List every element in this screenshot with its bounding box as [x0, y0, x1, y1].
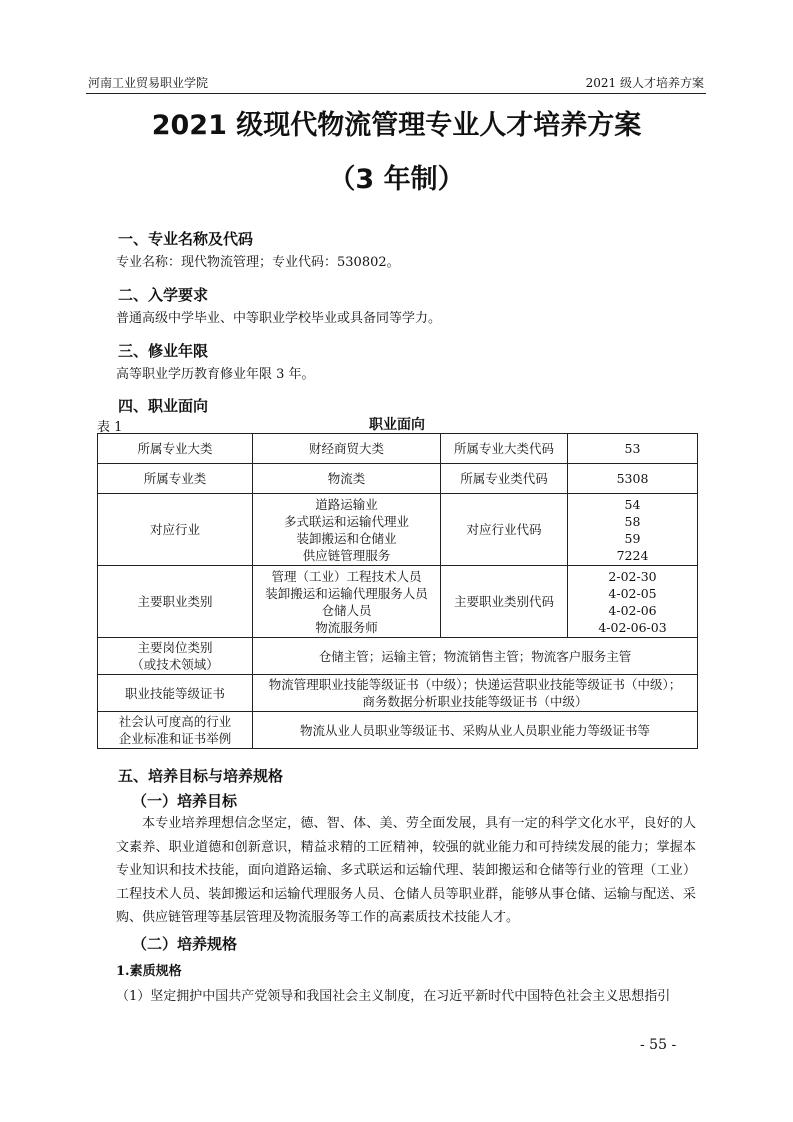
cell-line: 4-02-06 [608, 602, 657, 618]
section-text-1: 专业名称：现代物流管理；专业代码：530802。 [116, 255, 400, 270]
cell-line: 装卸搬运和仓储业 [296, 530, 397, 546]
cell-line: 装卸搬运和运输代理服务人员 [265, 585, 428, 601]
cell-line: 道路运输业 [315, 496, 378, 512]
section-heading-2: 二、入学要求 [118, 286, 209, 304]
table-cell [568, 566, 698, 638]
table-row [98, 434, 698, 464]
table-cell [98, 712, 253, 749]
table-cell [253, 494, 441, 566]
table-cell: 主要职业类别代码 [441, 566, 568, 638]
table-cell: 所属专业类代码 [441, 464, 568, 494]
goal-paragraph: 本专业培养理想信念坚定，德、智、体、美、劳全面发展，具有一定的科学文化水平，良好的人文素养、职业道德和创新意识，精益求精的工匠精神，较强的就业能力和可持续发展的能力；掌握本专业知识和技术技能，面向道路运输、多式联运和运输代理、装卸搬运和仓储等行业的管理（工业）工程技术人员、装卸搬运和运输代理服务人员、仓储人员等职业群，能够从事仓储、运输与配送、采购、供应链管理等基层管理及物流服务等工作的高素质技术技能人才。 [116, 816, 696, 925]
table-cell: 主要职业类别 [98, 566, 253, 638]
table-cell: 对应行业 [98, 494, 253, 566]
section-text-3: 高等职业学历教育修业年限 3 年。 [116, 367, 315, 382]
section-heading-1: 一、专业名称及代码 [118, 230, 254, 248]
cell-line: 供应链管理服务 [302, 547, 391, 563]
cell-line: 仓储人员 [321, 602, 372, 618]
cell-line: 物流服务师 [315, 619, 378, 635]
header-rule [86, 93, 706, 94]
subsection-heading-spec: （二）培养规格 [132, 935, 238, 953]
table-cell [253, 566, 441, 638]
table-caption [97, 414, 697, 435]
cell-line: 59 [624, 530, 641, 546]
cell-line: 58 [624, 513, 641, 529]
page-header [88, 74, 704, 92]
table-title: 职业面向 [369, 417, 425, 433]
table-cell: 5308 [568, 464, 698, 494]
table-row [98, 638, 698, 675]
table-cell: 所属专业类 [98, 464, 253, 494]
header-school: 河南工业贸易职业学院 [88, 76, 209, 90]
table-cell: 所属专业大类代码 [441, 434, 568, 464]
cell-line: 2-02-30 [608, 568, 657, 584]
cell-line: 54 [624, 496, 641, 512]
table-cell [253, 675, 698, 712]
table-row [98, 675, 698, 712]
table-cell: 所属专业大类 [98, 434, 253, 464]
table-cell: 物流从业人员职业等级证书、采购从业人员职业能力等级证书等 [253, 712, 698, 749]
subsection-heading-goal: （一）培养目标 [132, 792, 238, 810]
section-text-2: 普通高级中学毕业、中等职业学校毕业或具备同等学力。 [116, 311, 442, 326]
table-cell: 仓储主管；运输主管；物流销售主管；物流客户服务主管 [253, 638, 698, 675]
cell-line: 4-02-06-03 [598, 619, 667, 635]
table-row [98, 464, 698, 494]
quality-spec-heading: 1.素质规格 [116, 964, 182, 979]
table-cell: 对应行业代码 [441, 494, 568, 566]
section-heading-3: 三、修业年限 [118, 342, 209, 360]
table-cell [98, 638, 253, 675]
cell-line: （或技术领域） [131, 657, 219, 672]
table-cell [568, 494, 698, 566]
cell-line: 4-02-05 [608, 585, 657, 601]
table-cell: 职业技能等级证书 [98, 675, 253, 712]
section-heading-5: 五、培养目标与培养规格 [118, 767, 284, 785]
cell-line: 多式联运和运输代理业 [283, 513, 409, 529]
cell-line: 商务数据分析职业技能等级证书（中级） [362, 694, 588, 709]
career-table [97, 433, 698, 749]
cell-line: 主要岗位类别 [137, 640, 213, 655]
cell-line: 管理（工业）工程技术人员 [271, 568, 422, 584]
section-heading-4: 四、职业面向 [118, 397, 209, 415]
table-cell: 53 [568, 434, 698, 464]
cell-line: 7224 [616, 547, 649, 563]
doc-subtitle: （3 年制） [328, 164, 465, 195]
table-label: 表 1 [97, 420, 123, 435]
header-doc-title: 2021 级人才培养方案 [585, 76, 704, 90]
cell-line: 企业标准和证书举例 [118, 731, 232, 746]
table-row [98, 566, 698, 638]
cell-line: 社会认可度高的行业 [118, 714, 232, 729]
doc-title: 2021 级现代物流管理专业人才培养方案 [151, 110, 642, 141]
table-cell: 物流类 [253, 464, 441, 494]
table-cell: 财经商贸大类 [253, 434, 441, 464]
quality-item-1: （1）坚定拥护中国共产党领导和我国社会主义制度，在习近平新时代中国特色社会主义思想指引 [116, 989, 671, 1004]
page-number: - 55 - [640, 1037, 677, 1053]
table-row [98, 712, 698, 749]
table-row [98, 494, 698, 566]
cell-line: 物流管理职业技能等级证书（中级）；快递运营职业技能等级证书（中级）； [268, 677, 682, 692]
